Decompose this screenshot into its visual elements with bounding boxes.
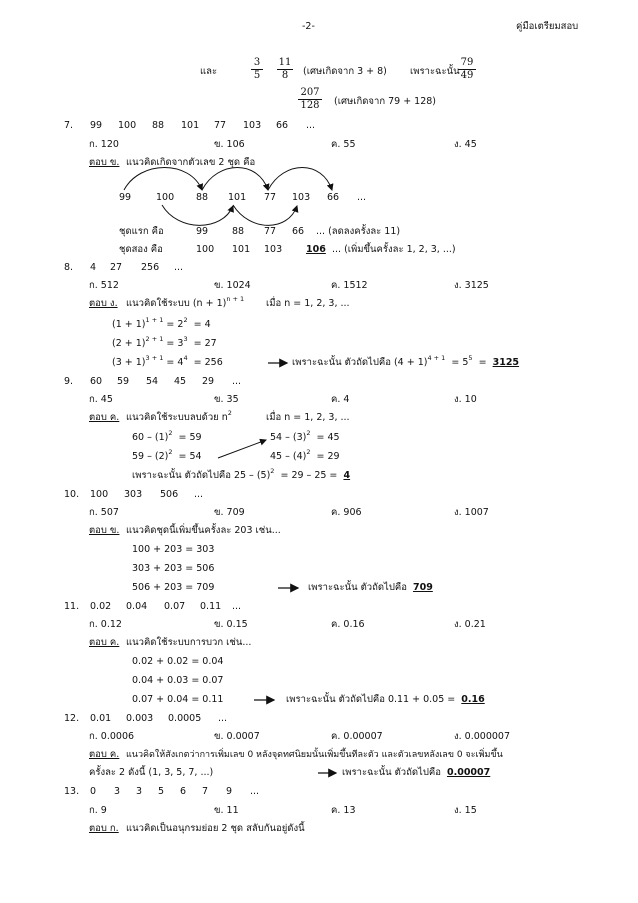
set1-val: 99 bbox=[196, 226, 209, 237]
answer-label: ตอบ ค. bbox=[89, 637, 120, 648]
answer-text: แนวคิดให้สังเกตว่าการเพิ่มเลข 0 หลังจุดทศนิยมนั้นเพิ่มขึ้นทีละตัว และตัวเลขหลังเลข 0 จะเพิ่มขึ้น bbox=[126, 750, 503, 760]
seq-item: 77 bbox=[214, 120, 227, 131]
choice-b: ข. 35 bbox=[214, 394, 239, 405]
choice-a: ก. 0.0006 bbox=[89, 731, 135, 742]
seq-item: 9 bbox=[226, 786, 233, 797]
choice-c: ค. 906 bbox=[331, 507, 362, 518]
seq-item: 100 bbox=[118, 120, 137, 131]
question-number: 10. bbox=[64, 489, 80, 500]
choice-b: ข. 1024 bbox=[214, 280, 251, 291]
answer-tail: เมื่อ n = 1, 2, 3, ... bbox=[266, 412, 350, 423]
choice-a: ก. 45 bbox=[89, 394, 113, 405]
answer-text: แนวคิดเป็นอนุกรมย่อย 2 ชุด สลับกันอยู่ดังนี้ bbox=[126, 823, 305, 834]
diagram-item: 103 bbox=[292, 192, 311, 203]
seq-item: 54 bbox=[146, 376, 159, 387]
seq-item: 0.003 bbox=[126, 713, 154, 724]
answer-label: ตอบ ง. bbox=[89, 298, 118, 309]
seq-item: 7 bbox=[202, 786, 209, 797]
set2-val: 100 bbox=[196, 244, 215, 255]
diagram-item: 100 bbox=[156, 192, 175, 203]
choice-d: ง. 10 bbox=[454, 394, 477, 405]
set2-tail: ... (เพิ่มขึ้นครั้งละ 1, 2, 3, ...) bbox=[332, 244, 456, 255]
choice-a: ก. 512 bbox=[89, 280, 119, 291]
note-remainder-2: (เศษเกิดจาก 79 + 128) bbox=[334, 96, 437, 107]
diagram-item: 88 bbox=[196, 192, 209, 203]
choice-d: ง. 0.000007 bbox=[454, 731, 511, 742]
seq-item: 88 bbox=[152, 120, 165, 131]
q10-conclusion: เพราะฉะนั้น ตัวถัดไปคือ 709 bbox=[308, 582, 433, 593]
sum-row: 303 + 203 = 506 bbox=[132, 563, 215, 574]
seq-item: ... bbox=[174, 262, 184, 273]
choice-a: ก. 9 bbox=[89, 805, 107, 816]
choice-d: ง. 1007 bbox=[454, 507, 489, 518]
answer-label: ตอบ ก. bbox=[89, 823, 119, 834]
seq-item: 0.02 bbox=[90, 601, 112, 612]
seq-item: 29 bbox=[202, 376, 215, 387]
seq-item: ... bbox=[232, 601, 242, 612]
seq-item: 6 bbox=[180, 786, 187, 797]
answer-text: แนวคิดใช้ระบบการบวก เช่น... bbox=[126, 637, 252, 648]
fraction-3-5: $\frac{3}{5}$ bbox=[251, 57, 263, 82]
seq-item: 506 bbox=[160, 489, 179, 500]
fraction-11-8: $\frac{11}{8}$ bbox=[278, 57, 292, 81]
answer-text: แนวคิดใช้ระบบลบด้วย $n^2$ bbox=[126, 409, 232, 423]
sum-row: 0.02 + 0.02 = 0.04 bbox=[132, 656, 224, 667]
choice-b: ข. 11 bbox=[214, 805, 239, 816]
choice-c: ค. 55 bbox=[331, 139, 356, 150]
answer-line2: ครั้งละ 2 ดังนี้ (1, 3, 5, 7, ...) bbox=[89, 767, 214, 778]
subtract-row: $60 - (1)^2 = 59$ bbox=[132, 429, 202, 443]
seq-item: 60 bbox=[90, 376, 103, 387]
q11-conclusion: เพราะฉะนั้น ตัวถัดไปคือ 0.11 + 0.05 = 0.16 bbox=[286, 694, 485, 705]
choice-c: ค. 0.16 bbox=[331, 619, 365, 630]
seq-item: 100 bbox=[90, 489, 109, 500]
choice-b: ข. 709 bbox=[214, 507, 245, 518]
seq-item: 66 bbox=[276, 120, 289, 131]
final-answer: 4 bbox=[343, 470, 351, 481]
arc-arrow bbox=[162, 205, 233, 225]
and-word: และ bbox=[200, 66, 218, 77]
diagonal-arrow bbox=[218, 440, 266, 458]
answer-label: ตอบ ข. bbox=[89, 157, 120, 168]
question-number: 12. bbox=[64, 713, 80, 724]
choice-b: ข. 106 bbox=[214, 139, 245, 150]
seq-item: 0 bbox=[90, 786, 97, 797]
arc-arrow bbox=[233, 205, 297, 225]
q12-conclusion: เพราะฉะนั้น ตัวถัดไปคือ 0.00007 bbox=[342, 767, 491, 778]
seq-item: ... bbox=[218, 713, 228, 724]
seq-item: 0.01 bbox=[90, 713, 112, 724]
choice-c: ค. 0.00007 bbox=[331, 731, 383, 742]
choice-b: ข. 0.0007 bbox=[214, 731, 260, 742]
set1-val: 88 bbox=[232, 226, 245, 237]
seq-item: 45 bbox=[174, 376, 187, 387]
final-answer: 0.00007 bbox=[446, 767, 491, 778]
subtract-row: $45 - (4)^2 = 29$ bbox=[270, 448, 340, 462]
question-number: 9. bbox=[64, 376, 74, 387]
choice-a: ก. 507 bbox=[89, 507, 119, 518]
answer-tail: เมื่อ n = 1, 2, 3, ... bbox=[266, 298, 350, 309]
choice-d: ง. 0.21 bbox=[454, 619, 486, 630]
subtract-row: $59 - (2)^2 = 54$ bbox=[132, 448, 202, 462]
choice-c: ค. 1512 bbox=[331, 280, 368, 291]
seq-item: ... bbox=[250, 786, 260, 797]
arc-arrow bbox=[124, 168, 202, 191]
choice-b: ข. 0.15 bbox=[214, 619, 248, 630]
set2-label: ชุดสอง คือ bbox=[119, 244, 163, 255]
choice-d: ง. 45 bbox=[454, 139, 477, 150]
book-title: คู่มือเตรียมสอบ bbox=[516, 21, 579, 32]
set2-val: 101 bbox=[232, 244, 251, 255]
sum-row: 0.04 + 0.03 = 0.07 bbox=[132, 675, 224, 686]
seq-item: 103 bbox=[243, 120, 262, 131]
diagram-item: 99 bbox=[119, 192, 132, 203]
answer-label: ตอบ ข. bbox=[89, 525, 120, 536]
diagram-item: 66 bbox=[327, 192, 340, 203]
arc-arrow bbox=[202, 168, 268, 191]
power-row: $(3 + 1)^{3 + 1} = 4^4 = 256$ bbox=[112, 354, 223, 368]
seq-item: 59 bbox=[117, 376, 130, 387]
seq-item: 27 bbox=[110, 262, 123, 273]
seq-item: 4 bbox=[90, 262, 97, 273]
seq-item: 256 bbox=[141, 262, 160, 273]
arc-arrow bbox=[268, 168, 332, 191]
answer-text: แนวคิดชุดนี้เพิ่มขึ้นครั้งละ 203 เช่น... bbox=[126, 525, 281, 536]
seq-item: 0.0005 bbox=[168, 713, 202, 724]
power-row: $(1 + 1)^{1 + 1} = 2^2 = 4$ bbox=[112, 316, 211, 330]
sum-row: 506 + 203 = 709 bbox=[132, 582, 215, 593]
sum-row: 100 + 203 = 303 bbox=[132, 544, 215, 555]
set2-answer: 106 bbox=[306, 244, 326, 255]
choice-d: ง. 3125 bbox=[454, 280, 489, 291]
question-number: 8. bbox=[64, 262, 74, 273]
set1-label: ชุดแรก คือ bbox=[119, 226, 164, 237]
diagram-item: ... bbox=[357, 192, 367, 203]
sum-row: 0.07 + 0.04 = 0.11 bbox=[132, 694, 224, 705]
seq-item: 3 bbox=[114, 786, 121, 797]
q9-conclusion: เพราะฉะนั้น ตัวถัดไปคือ $25 - (5)^2 = 29 - 25 = 4$ bbox=[132, 467, 351, 481]
q8-conclusion: เพราะฉะนั้น ตัวถัดไปคือ $(4 + 1)^{4 + 1} = 5^5 = 3125$ bbox=[292, 354, 520, 368]
note-remainder-1: (เศษเกิดจาก 3 + 8) bbox=[303, 66, 387, 77]
answer-text: แนวคิดใช้ระบบ $(n + 1)^{n + 1}$ bbox=[126, 295, 245, 309]
set1-tail: ... (ลดลงครั้งละ 11) bbox=[316, 226, 401, 237]
choice-c: ค. 4 bbox=[331, 394, 350, 405]
question-number: 11. bbox=[64, 601, 80, 612]
seq-item: 0.11 bbox=[200, 601, 222, 612]
question-number: 13. bbox=[64, 786, 80, 797]
seq-item: ... bbox=[306, 120, 316, 131]
seq-item: 0.04 bbox=[126, 601, 148, 612]
seq-item: 5 bbox=[158, 786, 165, 797]
subtract-row: $54 - (3)^2 = 45$ bbox=[270, 429, 340, 443]
seq-item: 3 bbox=[136, 786, 143, 797]
seq-item: ... bbox=[194, 489, 204, 500]
seq-item: 0.07 bbox=[164, 601, 186, 612]
seq-item: 303 bbox=[124, 489, 143, 500]
seq-item: 101 bbox=[181, 120, 200, 131]
final-answer: 0.16 bbox=[461, 694, 485, 705]
because-word: เพราะฉะนั้น bbox=[410, 66, 460, 77]
fraction-79-49: $\frac{79}{49}$ bbox=[458, 57, 476, 82]
answer-label: ตอบ ค. bbox=[89, 412, 120, 423]
seq-item: ... bbox=[232, 376, 242, 387]
set1-val: 77 bbox=[264, 226, 277, 237]
final-answer: 3125 bbox=[492, 357, 520, 368]
choice-a: ก. 0.12 bbox=[89, 619, 122, 630]
diagram-item: 101 bbox=[228, 192, 247, 203]
choice-c: ค. 13 bbox=[331, 805, 356, 816]
fraction-207-128: $\frac{207}{128}$ bbox=[298, 87, 322, 112]
question-number: 7. bbox=[64, 120, 74, 131]
set1-val: 66 bbox=[292, 226, 305, 237]
choice-a: ก. 120 bbox=[89, 139, 119, 150]
page-number: -2- bbox=[302, 21, 315, 32]
answer-label: ตอบ ค. bbox=[89, 749, 120, 760]
seq-item: 99 bbox=[90, 120, 103, 131]
set2-val: 103 bbox=[264, 244, 283, 255]
choice-d: ง. 15 bbox=[454, 805, 477, 816]
final-answer: 709 bbox=[412, 582, 433, 593]
diagram-item: 77 bbox=[264, 192, 277, 203]
answer-text: แนวคิดเกิดจากตัวเลข 2 ชุด คือ bbox=[126, 157, 256, 168]
power-row: $(2 + 1)^{2 + 1} = 3^3 = 27$ bbox=[112, 335, 217, 349]
